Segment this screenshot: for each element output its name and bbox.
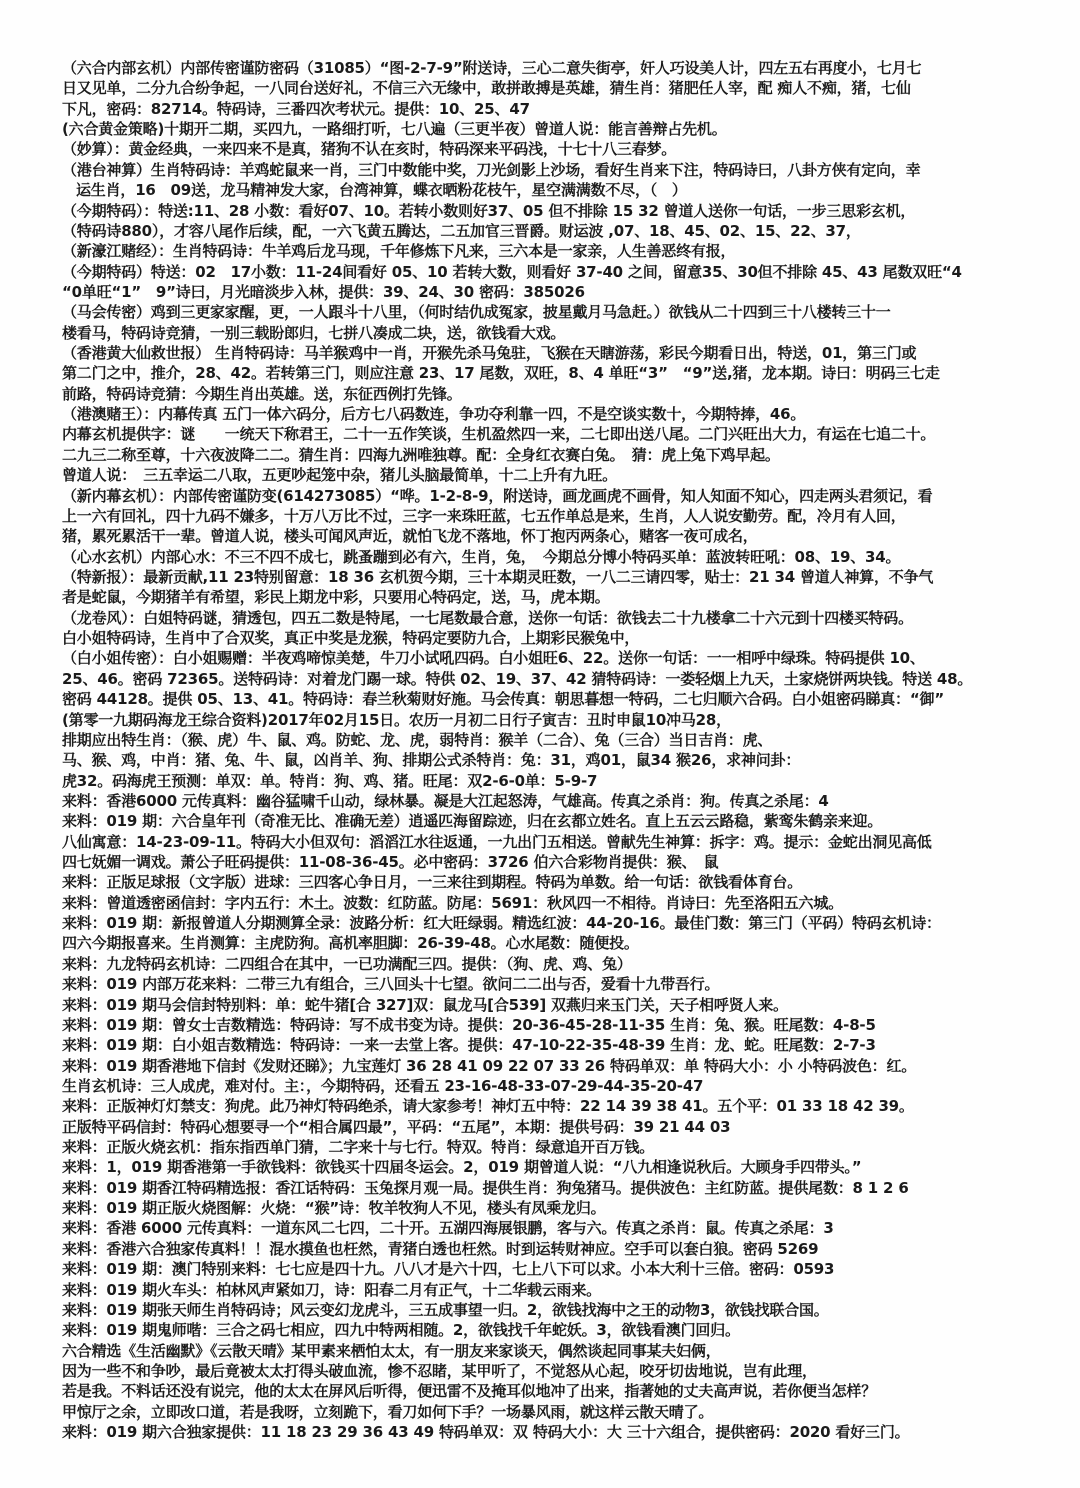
text-line: 来料：019 期马会信封特别料：单：蛇牛猪[合 327]双：鼠龙马[合539] 双燕归来玉门关，天子相呼贤人来。 [62,995,788,1014]
text-line: 25、46。密码 72365。送特码诗：对着龙门踢一球。特供 02、19、37、42 猜特码诗：一娄轻烟上九天，土家烧饼两块钱。特送 48。 [62,669,973,688]
text-line: 楼看马，特码诗竞猜，一别三载盼郎归，七拼八凑成二块，送，欲钱看大戏。 [62,323,566,342]
text-line: 生肖玄机诗：三人成虎，难对付。主：，今期特码，还看五 23-16-48-33-07-29-44-35-20-47 [62,1076,704,1095]
text-line: 来料：019 期火车头：柏林风声紧如刀，诗：阳春二月有正气，十二华载云雨来。 [62,1280,601,1299]
text-line: 虎32。码海虎王预测：单双：单。特肖：狗、鸡、猪。旺尾：双2-6-0单：5-9-7 [62,771,598,790]
text-line: “0单旺“1” 9”诗曰，月光暗淡步入林，提供：39、24、30 密码：385026 [62,282,585,301]
text-line: （今期特码）特送：02 17小数：11-24间看好 05、10 若转大数，则看好 37-40 之间，留意35、30但不排除 45、43 尾数双旺“4 [62,262,962,281]
text-line: 前路，特码诗竞猜：今期生肖出英雄。送，东征西例打先锋。 [62,384,462,403]
text-line: 上一六有回礼，四十九码不嫌多，十万八万比不过，三字一来珠旺蓝，七五作单总是来，生肖，人人说安勤劳。配，冷月有人回， [62,506,906,525]
text-line: 来料：019 期：新报曾道人分期测算全录：波路分析：红大旺绿弱。精选红波：44-20-16。最佳门数：第三门（平码）特码玄机诗： [62,914,941,933]
text-line: 来料：正版火烧玄机：指东指西单门猜，二字来十与七行。特双。特肖：绿意追开百万钱。 [62,1138,655,1157]
text-line: 来料：019 期香江特码精选报：香江话特码：玉兔探月观一局。提供生肖：狗兔猪马。提供波色：主红防蓝。提供尾数：8 1 2 6 [62,1178,909,1197]
text-line: 若是我。不料话还没有说完，他的太太在屏风后听得，便迅雷不及掩耳似地冲了出来，指著她的丈夫高声说，若你便当怎样？ [62,1382,877,1401]
text-line: 下凡，密码：82714。特码诗，三番四次考状元。提供：10、25、47 [62,99,530,118]
text-line: 密码 44128。提供 05、13、41。特码诗：春兰秋菊财好施。马会传真：朝思暮想一特码，二七归顺六合码。白小姐密码睇真：“御” [62,690,944,709]
text-line: 来料：019 期鬼师喈：三合之码七相应，四九中特两相随。2，欲钱找千年蛇妖。3，欲钱看澳门回归。 [62,1321,740,1340]
text-line: （特新报）：最新贡献,11 23特别留意：18 36 玄机贺今期，三十本期灵旺数，一八二三请四零，贴士：21 34 曾道人神算，不争气 [62,567,934,586]
text-line: 来料：019 期：曾女士吉数精选：特码诗：写不成书变为诗。提供：20-36-45-28-11-35 生肖：兔、猴。旺尾数：4-8-5 [62,1015,876,1034]
text-line: 来料：019 期正版火烧图解：火烧：“猴”诗：牧羊牧狗人不见，楼头有凤乘龙归。 [62,1199,606,1218]
text-line: 猪，累死累活干一辈。曾道人说，楼头可闻风声近，就怕飞龙不落地，怀丁抱丙两条心，赌客一夜可成名， [62,527,758,546]
text-line: （新濠江赌经）：生肖特码诗：牛羊鸡后龙马现，千年修炼下凡来，三六本是一家亲，人生善恶终有报， [62,242,736,261]
text-line: 来料：019 期：六合皇年刊（奇准无比、准确无差）逍遥匹海留踪迹，归在玄都立姓名。直上五云云路稳，紫鸾朱鹤亲来迎。 [62,812,883,831]
text-line: 者是蛇鼠，今期猪羊有希望，彩民上期龙中彩，只要用心特码定，送，马，虎本期。 [62,588,610,607]
text-line: 白小姐特码诗，生肖中了合双奖，真正中奖是龙猴，特码定要防九合，上期彩民猴兔中， [62,629,640,648]
text-line: 来料：019 期张天师生肖特码诗；风云变幻龙虎斗，三五成事望一归。2，欲钱找海中之王的动物3，欲钱找联合国。 [62,1300,829,1319]
text-line: 来料：019 期：白小姐吉数精选：特码诗：一来一去堂上客。提供：47-10-22-35-48-39 生肖：龙、蛇。旺尾数：2-7-3 [62,1036,876,1055]
text-line: （港台神算）生肖特码诗：羊鸡蛇鼠来一肖，三门中数能中奖，刀光剑影上沙场，看好生肖来下注，特码诗曰，八卦方侠有定向，幸 [62,160,921,179]
text-line-partial: 来料：019 期六合独家提供：11 18 23 29 36 43 49 特码单双：双 特码大小：大 三十六组合，提供密码：2020 看好三门。 [62,1423,910,1442]
text-line: 曾道人说： 三五幸运二八取，五更吵起笼中杂，猪儿头脑最简单，十二上升有九旺。 [62,466,617,485]
text-line: 来料：019 期：澳门特别来料：七七应是四十九。八八才是六十四，七上八下可以求。小本大利十三倍。密码：0593 [62,1260,835,1279]
text-line: 来料：香港6000 元传真料：幽谷猛啸千山动，绿林暴。凝是大江起怒涛，气雄高。传真之杀肖：狗。传真之杀尾：4 [62,791,829,810]
text-line: 四六今期报喜来。生肖测算：主虎防狗。高机率胆脚：26-39-48。心水尾数：随便投。 [62,934,639,953]
text-line: 八仙寓意：14-23-09-11。特码大小但双句：滔滔江水往返通，一九出门五相送。曾献先生神算：拆字：鸡。提示：金蛇出洞见高低 [62,832,932,851]
text-line: （龙卷风）：白姐特码谜，猜透包，四五二数是特尾，一七尾数最合意，送你一句话：欲钱去二十九楼拿二十六元到十四楼买特码。 [62,608,913,627]
text-line: 来料：019 期香港地下信封《发财还睇》；九宝莲灯 36 28 41 09 22 07 33 26 特码单双：单 特码大小：小 小特码波色：红。 [62,1056,917,1075]
text-line: 内幕玄机提供字：谜 一统天下称君王，二十一五作笑谈，生机盈然四一来，二七即出送八尾。二门兴旺出大力，有运在七追二十。 [62,425,936,444]
text-line: 甲惊厅之余，立即改口道，若是我呀，立刻跪下，看刀如何下手？一场暴风雨，就这样云散天晴了。 [62,1402,714,1421]
text-line: 马、猴、鸡，中肖：猪、兔、牛、鼠，凶肖羊、狗、排期公式杀特肖：兔：31，鸡01，鼠34 猴26，求神问卦： [62,751,801,770]
text-line: 六合精选《生活幽默》《云散天晴》某甲素来栖怕太太，有一朋友来家谈天，偶然谈起同事某夫妇俩， [62,1341,721,1360]
text-line: (第零一九期码海龙王综合资料)2017年02月15日。农历一月初二日行子寅吉：丑时申鼠10冲马28， [62,710,731,729]
text-line: 正版特平码信封：特码心想要寻一个“相合属四最”，平码：“五尾”，本期：提供号码：39 21 44 03 [62,1117,731,1136]
text-line: 来料：香港 6000 元传真料：一道东风二七四，二十开。五湖四海展银鹏，客与六。传真之杀肖：鼠。传真之杀尾：3 [62,1219,834,1238]
text-line: 运生肖，16 09送，龙马精神发大家，台湾神算，蝶衣晒粉花枝午，星空满满数不尽，（ ） [76,181,687,200]
text-line: 来料：正版足球报（文字版）进球：三四客心争日月，一三来往到期程。特码为单数。给一句话：欲钱看体育台。 [62,873,803,892]
text-line: 来料：正版神灯灯禁支：狗虎。此乃神灯特码绝杀，请大家参考！神灯五中特：22 14 39 38 41。五个平：01 33 18 42 39。 [62,1097,914,1116]
text-line: 第二门之中，推介，28、42。若转第三门，则应注意 23、17 尾数，双旺，8、4 单旺“3” “9”送,猪，龙本期。诗曰：明码三七走 [62,364,940,383]
text-line: （新内幕玄机）：内部传密谨防变(614273085）“哗。1-2-8-9，附送诗，画龙画虎不画骨，知人知面不知心，四走两头君须记，看 [62,486,933,505]
text-line: 来料：曾道透密函信封：字内五行：木土。波数：红防蓝。防尾：5691：秋风四一不相待。肖诗曰：先至洛阳五六城。 [62,893,843,912]
text-line: (六合黄金策略)十期开二期，买四九，一路细打听，七八遍（三更半夜）曾道人说：能言善辩占先机。 [62,120,727,139]
text-line: 因为一些不和争吵，最后竟被太太打得头破血流，惨不忍睹，某甲听了，不觉怒从心起，咬牙切齿地说，岂有此理， [62,1362,817,1380]
text-line: 排期应出特生肖：（猴、虎）牛、鼠、鸡。防蛇、龙、虎，弱特肖：猴羊（二合）、兔（三合）当日吉肖：虎、 [62,730,773,749]
text-line: 日又见单，二分九合纷争起，一八同台送好礼，不信三六无缘中，敢拼敢搏是英雄，猜生肖：猪肥任人宰，配 痴人不痴，猪，七仙 [62,79,911,98]
text-line: （今期特码）：特送:11、28 小数：看好07、10。若转小数则好37、05 但不排除 15 32 曾道人送你一句话，一步三思彩玄机， [62,201,916,220]
text-line: （特码诗880），才容八尾作后续，配，一六飞黄五腾达，二五加官三晋爵。财运波 ,07、18、45、02、15、22、37， [62,221,861,240]
text-line: （六合内部玄机）内部传密谨防密码（31085）“图-2-7-9”附送诗，三心二意失街亭，奸人巧设美人计，四左五右再度小，七月七 [62,59,922,77]
text-line: （马会传密）鸡到三更家家醒，更，一人跟斗十八里，（何时结仇成冤家，披星戴月马急赶。）欲钱从二十四到三十八楼转三十一 [62,303,891,322]
text-line: （港澳赌王）：内幕传真 五门一体六码分，后方七八码数连，争功夺利靠一四，不是空谈实数十，今期特捧，46。 [62,405,806,424]
text-line: （白小姐传密）：白小姐赐赠：半夜鸡啼惊美楚，牛刀小试吼四码。白小姐旺6、22。送你一句话：一一相呼中绿珠。特码提供 10、 [62,649,925,668]
text-line: 四七妩媚一调戏。萧公子旺码提供：11-08-36-45。必中密码：3726 伯六合彩物肖提供：猴、 鼠 [62,853,719,872]
text-column [62,58,1027,1442]
text-line: （心水玄机）内部心水：不三不四不成七，跳蚤蹦到必有六，生肖，兔， 今期总分博小特码买单：蓝波转旺吼：08、19、34。 [62,547,901,566]
text-line: 二九三二称至尊，十六夜波降二二。猜生肖：四海九洲唯独尊。配：全身红衣赛白兔。 猜：虎上兔下鸡早起。 [62,445,780,464]
text-line: 来料：九龙特码玄机诗：二四组合在其中，一已功满配三四。提供：（狗、虎、鸡、兔） [62,954,632,973]
text-line: （妙算）：黄金经典，一来四来不是真，猪狗不认在亥时，特码深来平码浅，十七十八三春梦。 [62,140,677,159]
text-line: 来料：019 内部万花来料：二带三九有组合，三八回头十七望。欲问二二出与否，爱看十九带吾行。 [62,975,720,994]
text-line: 来料：香港六合独家传真料！！混水摸鱼也枉然，青猪白透也枉然。时到运转财神应。空手可以套白狼。密码 5269 [62,1239,819,1258]
text-line: 来料：1，019 期香港第一手欲钱料：欲钱买十四届冬运会。2，019 期曾道人说：“八九相逢说秋后。大顾身手四带头。” [62,1158,862,1177]
text-line: （香港黄大仙救世报） 生肖特码诗：马羊猴鸡中一肖，开猴先杀马兔驻，飞猴在天瞎游荡，彩民今期看日出，特送，01，第三门或 [62,344,917,363]
